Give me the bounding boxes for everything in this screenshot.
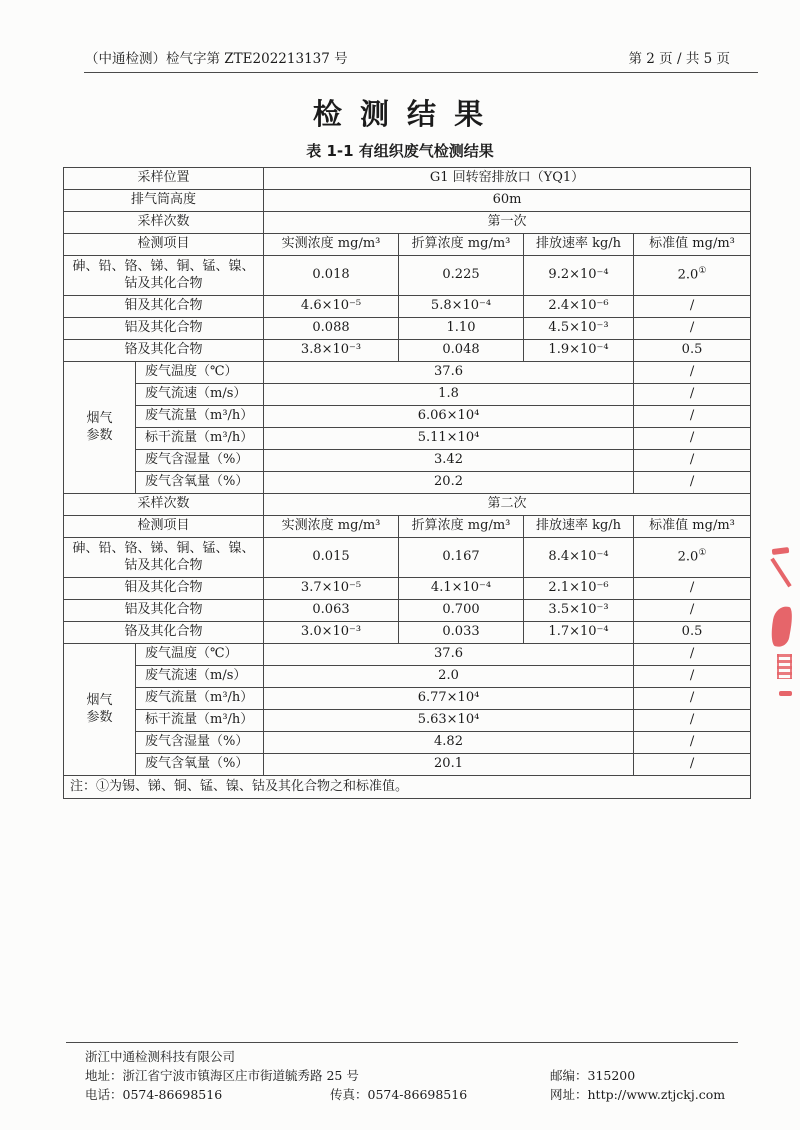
smoke-param-value-cell: 20.2 — [264, 472, 634, 494]
smoke-group-line1: 烟气 — [86, 410, 113, 426]
smoke-param-value-cell: 37.6 — [264, 362, 634, 384]
converted-value-cell: 5.8×10⁻⁴ — [399, 296, 524, 318]
pollutant-row — [64, 622, 751, 644]
smoke-param-name-cell: 标干流量（m³/h） — [136, 428, 264, 450]
red-stamp-fragment — [772, 547, 790, 555]
pollutant-row — [64, 296, 751, 318]
rate-value-cell: 3.5×10⁻³ — [524, 600, 634, 622]
converted-value-cell: 0.700 — [399, 600, 524, 622]
smoke-param-name-cell: 废气流量（m³/h） — [136, 406, 264, 428]
converted-header-cell: 折算浓度 mg/m³ — [399, 234, 524, 256]
sampling-count-value-cell: 第二次 — [264, 494, 751, 516]
pollutant-name-cell: 铝及其化合物 — [64, 318, 264, 340]
standard-value-cell: / — [634, 318, 751, 340]
smoke-param-row — [64, 754, 751, 776]
smoke-param-value-cell: 6.06×10⁴ — [264, 406, 634, 428]
header-rule — [84, 72, 758, 73]
red-stamp-fragment — [779, 691, 792, 696]
pollutant-name-cell: 铝及其化合物 — [64, 600, 264, 622]
converted-value-cell: 0.225 — [399, 256, 524, 296]
pollutant-name-cell: 砷、铅、铬、锑、铜、锰、镍、钴及其化合物 — [64, 256, 264, 296]
standard-value: 2.0 — [677, 549, 699, 565]
smoke-param-standard-cell: / — [634, 450, 751, 472]
pollutant-row — [64, 538, 751, 578]
standard-value-cell: 0.5 — [634, 622, 751, 644]
red-stamp-fragment — [777, 654, 792, 679]
sampling-location-value-cell: G1 回转窑排放口（YQ1） — [264, 168, 751, 190]
smoke-param-standard-cell: / — [634, 644, 751, 666]
smoke-param-value-cell: 20.1 — [264, 754, 634, 776]
table-row — [64, 168, 751, 190]
smoke-param-row — [64, 450, 751, 472]
standard-value: 2.0 — [677, 267, 699, 283]
pollutant-row — [64, 578, 751, 600]
smoke-param-standard-cell: / — [634, 362, 751, 384]
pollutant-row — [64, 340, 751, 362]
measured-value-cell: 0.088 — [264, 318, 399, 340]
measured-value-cell: 0.063 — [264, 600, 399, 622]
smoke-param-row — [64, 710, 751, 732]
report-header — [85, 47, 730, 67]
table-note-cell: 注：①为锡、锑、铜、锰、镍、钴及其化合物之和标准值。 — [64, 776, 751, 799]
doc-number: （中通检测）检气字第 ZTE202213137 号 — [85, 51, 348, 67]
rate-header-cell: 排放速率 kg/h — [524, 234, 634, 256]
standard-header-cell: 标准值 mg/m³ — [634, 234, 751, 256]
measured-value-cell: 3.8×10⁻³ — [264, 340, 399, 362]
smoke-param-value-cell: 2.0 — [264, 666, 634, 688]
sampling-location-label-cell: 采样位置 — [64, 168, 264, 190]
converted-value-cell: 1.10 — [399, 318, 524, 340]
smoke-param-name-cell: 标干流量（m³/h） — [136, 710, 264, 732]
smoke-param-row — [64, 384, 751, 406]
pollutant-name-cell: 铬及其化合物 — [64, 622, 264, 644]
pollutant-name-cell: 铬及其化合物 — [64, 340, 264, 362]
measured-value-cell: 0.015 — [264, 538, 399, 578]
smoke-param-standard-cell: / — [634, 472, 751, 494]
red-stamp-fragment — [769, 605, 795, 649]
rate-value-cell: 2.4×10⁻⁶ — [524, 296, 634, 318]
footer-rule — [66, 1042, 738, 1043]
pollutant-name-cell: 砷、铅、铬、锑、铜、锰、镍、钴及其化合物 — [64, 538, 264, 578]
address-line: 地址：浙江省宁波市镇海区庄市街道毓秀路 25 号 — [85, 1067, 359, 1083]
page-indicator: 第 2 页 / 共 5 页 — [628, 51, 730, 67]
pollutant-name-cell: 钼及其化合物 — [64, 296, 264, 318]
smoke-param-value-cell: 3.42 — [264, 450, 634, 472]
smoke-param-value-cell: 5.63×10⁴ — [264, 710, 634, 732]
sampling-count-label-cell: 采样次数 — [64, 494, 264, 516]
standard-value-cell — [634, 538, 751, 578]
rate-header-cell: 排放速率 kg/h — [524, 516, 634, 538]
red-stamp-fragment — [770, 558, 791, 588]
smoke-param-standard-cell: / — [634, 688, 751, 710]
smoke-param-name-cell: 废气温度（℃） — [136, 644, 264, 666]
company-name: 浙江中通检测科技有限公司 — [85, 1049, 236, 1064]
table-row — [64, 494, 751, 516]
standard-value-cell: / — [634, 578, 751, 600]
note-row — [64, 776, 751, 799]
converted-value-cell: 0.048 — [399, 340, 524, 362]
smoke-param-standard-cell: / — [634, 406, 751, 428]
smoke-param-row — [64, 362, 751, 384]
stack-height-value-cell: 60m — [264, 190, 751, 212]
smoke-param-name-cell: 废气含湿量（%） — [136, 732, 264, 754]
fax-number: 传真：0574-86698516 — [330, 1086, 468, 1102]
sampling-count-value-cell: 第一次 — [264, 212, 751, 234]
rate-value-cell: 2.1×10⁻⁶ — [524, 578, 634, 600]
smoke-param-name-cell: 废气含氧量（%） — [136, 472, 264, 494]
standard-superscript: ① — [698, 548, 707, 559]
smoke-param-value-cell: 4.82 — [264, 732, 634, 754]
smoke-param-name-cell: 废气含湿量（%） — [136, 450, 264, 472]
column-header-row — [64, 234, 751, 256]
pollutant-row — [64, 600, 751, 622]
smoke-param-name-cell: 废气温度（℃） — [136, 362, 264, 384]
converted-value-cell: 0.167 — [399, 538, 524, 578]
report-footer — [85, 1048, 735, 1104]
standard-header-cell: 标准值 mg/m³ — [634, 516, 751, 538]
measured-value-cell: 3.7×10⁻⁵ — [264, 578, 399, 600]
rate-value-cell: 9.2×10⁻⁴ — [524, 256, 634, 296]
phone-number: 电话：0574-86698516 — [85, 1086, 223, 1102]
smoke-param-name-cell: 废气含氧量（%） — [136, 754, 264, 776]
pollutant-row — [64, 318, 751, 340]
smoke-param-row — [64, 666, 751, 688]
results-table — [63, 167, 751, 799]
converted-value-cell: 0.033 — [399, 622, 524, 644]
smoke-params-group-cell — [64, 362, 136, 494]
item-header-cell: 检测项目 — [64, 516, 264, 538]
converted-value-cell: 4.1×10⁻⁴ — [399, 578, 524, 600]
page-title: 检 测 结 果 — [312, 97, 488, 131]
sampling-count-label-cell: 采样次数 — [64, 212, 264, 234]
measured-value-cell: 3.0×10⁻³ — [264, 622, 399, 644]
smoke-param-standard-cell: / — [634, 666, 751, 688]
table-row — [64, 190, 751, 212]
smoke-param-name-cell: 废气流速（m/s） — [136, 666, 264, 688]
measured-value-cell: 4.6×10⁻⁵ — [264, 296, 399, 318]
smoke-param-name-cell: 废气流速（m/s） — [136, 384, 264, 406]
smoke-param-value-cell: 37.6 — [264, 644, 634, 666]
rate-value-cell: 1.9×10⁻⁴ — [524, 340, 634, 362]
smoke-param-name-cell: 废气流量（m³/h） — [136, 688, 264, 710]
smoke-param-row — [64, 732, 751, 754]
converted-header-cell: 折算浓度 mg/m³ — [399, 516, 524, 538]
standard-value-cell: / — [634, 600, 751, 622]
smoke-param-standard-cell: / — [634, 732, 751, 754]
measured-header-cell: 实测浓度 mg/m³ — [264, 516, 399, 538]
rate-value-cell: 8.4×10⁻⁴ — [524, 538, 634, 578]
smoke-param-value-cell: 6.77×10⁴ — [264, 688, 634, 710]
table-row — [64, 212, 751, 234]
column-header-row — [64, 516, 751, 538]
standard-value-cell — [634, 256, 751, 296]
postal-code: 邮编：315200 — [550, 1067, 636, 1083]
smoke-param-row — [64, 428, 751, 450]
smoke-param-standard-cell: / — [634, 754, 751, 776]
table-caption: 表 1-1 有组织废气检测结果 — [306, 142, 494, 160]
website-url: 网址：http://www.ztjckj.com — [550, 1086, 726, 1102]
smoke-param-standard-cell: / — [634, 710, 751, 732]
smoke-param-standard-cell: / — [634, 384, 751, 406]
item-header-cell: 检测项目 — [64, 234, 264, 256]
measured-header-cell: 实测浓度 mg/m³ — [264, 234, 399, 256]
measured-value-cell: 0.018 — [264, 256, 399, 296]
smoke-group-line2: 参数 — [86, 709, 113, 725]
standard-superscript: ① — [698, 266, 707, 277]
smoke-param-row — [64, 406, 751, 428]
rate-value-cell: 4.5×10⁻³ — [524, 318, 634, 340]
smoke-param-standard-cell: / — [634, 428, 751, 450]
smoke-param-row — [64, 688, 751, 710]
smoke-param-value-cell: 5.11×10⁴ — [264, 428, 634, 450]
pollutant-name-cell: 钼及其化合物 — [64, 578, 264, 600]
smoke-param-row — [64, 644, 751, 666]
rate-value-cell: 1.7×10⁻⁴ — [524, 622, 634, 644]
smoke-group-line2: 参数 — [86, 427, 113, 443]
smoke-param-row — [64, 472, 751, 494]
smoke-params-group-cell — [64, 644, 136, 776]
results-table-wrapper — [63, 167, 751, 799]
smoke-group-line1: 烟气 — [86, 692, 113, 708]
smoke-param-value-cell: 1.8 — [264, 384, 634, 406]
stack-height-label-cell: 排气筒高度 — [64, 190, 264, 212]
pollutant-row — [64, 256, 751, 296]
standard-value-cell: / — [634, 296, 751, 318]
standard-value-cell: 0.5 — [634, 340, 751, 362]
